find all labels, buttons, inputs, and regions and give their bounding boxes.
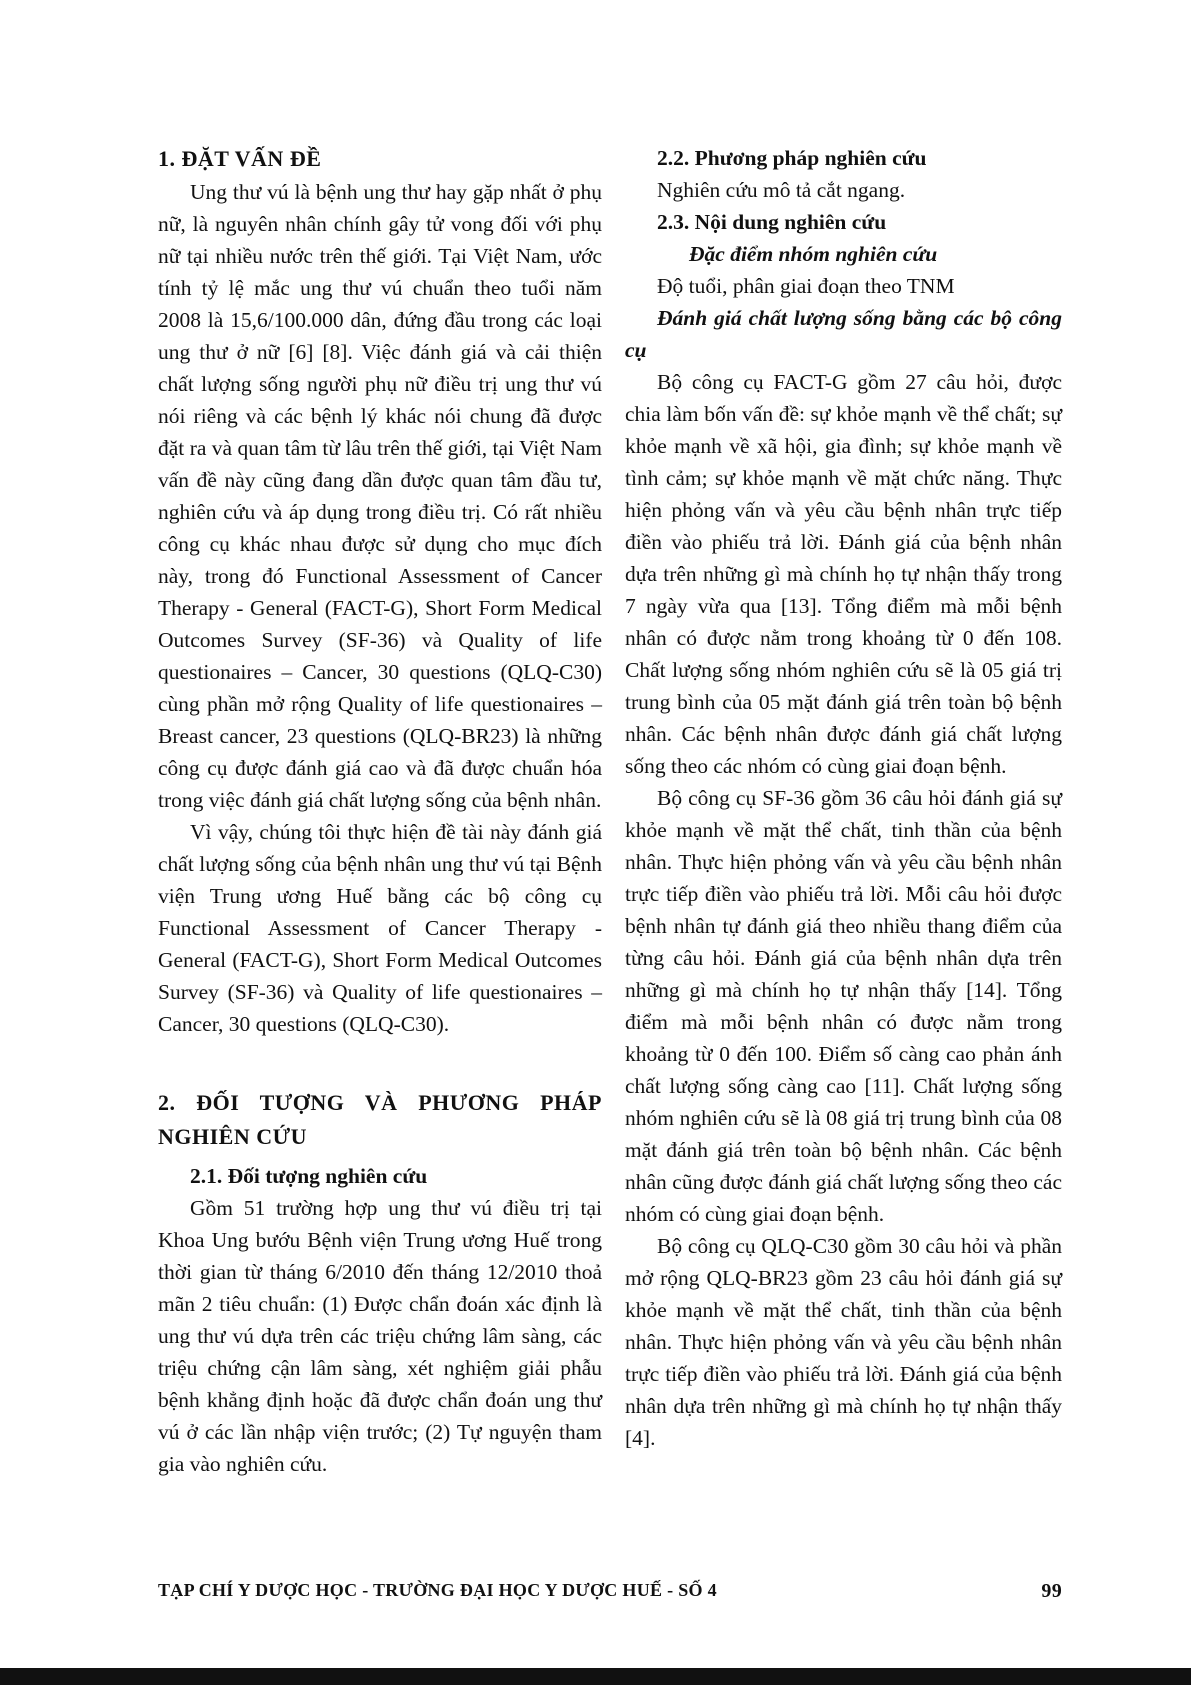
section-1-paragraph-1: Ung thư vú là bệnh ung thư hay gặp nhất ở phụ nữ, là nguyên nhân chính gây tử vong đối với phụ nữ tại nhiều nước trên thế giới. Tại Việt Nam, ước tính tỷ lệ mắc ung thư vú chuẩn theo tuổi năm 2008 là 15,6/100.000 dân, đứng đầu trong các loại ung thư ở nữ [6] [8]. Việc đánh giá và cải thiện chất lượng sống người phụ nữ điều trị ung thư vú nói riêng và các bệnh lý khác nói chung đã được đặt ra và quan tâm từ lâu trên thế giới, tại Việt Nam vấn đề này cũng đang dần được quan tâm đầu tư, nghiên cứu và áp dụng trong điều trị. Có rất nhiều công cụ khác nhau được sử dụng cho mục đích này, trong đó Functional Assessment of Cancer Therapy - General (FACT-G), Short Form Medical Outcomes Survey (SF-36) và Quality of life questionaires – Cancer, 30 questions (QLQ-C30) cùng phần mở rộng Quality of life questionaires – Breast cancer, 23 questions (QLQ-BR23) là những công cụ được đánh giá cao và đã được chuẩn hóa trong việc đánh giá chất lượng sống của bệnh nhân.	[158, 180, 602, 812]
section-2-3-heading: 2.3. Nội dung nghiên cứu	[657, 210, 887, 234]
left-column	[158, 142, 602, 1480]
subsection-quality-of-life-heading: Đánh giá chất lượng sống bằng các bộ công cụ	[625, 306, 1062, 362]
section-2-2-paragraph: Nghiên cứu mô tả cắt ngang.	[657, 178, 906, 202]
subsection-characteristics-paragraph: Độ tuổi, phân giai đoạn theo TNM	[657, 274, 955, 298]
sf-36-paragraph: Bộ công cụ SF-36 gồm 36 câu hỏi đánh giá sự khỏe mạnh về mặt thể chất, tinh thần của bệnh nhân. Thực hiện phỏng vấn và yêu cầu bệnh nhân trực tiếp điền vào phiếu trả lời. Mỗi câu hỏi được bệnh nhân tự đánh giá theo nhiều thang điểm của từng câu hỏi. Đánh giá của bệnh nhân dựa trên những gì mà chính họ tự nhận thấy [14]. Tổng điểm mà mỗi bệnh nhân có được nằm trong khoảng từ 0 đến 100. Điểm số càng cao phản ánh chất lượng sống càng cao [11]. Chất lượng sống nhóm nghiên cứu sẽ là 08 giá trị trung bình của 08 mặt đánh giá trên toàn bộ bệnh nhân. Các bệnh nhân cũng được đánh giá chất lượng sống theo các nhóm có cùng giai đoạn bệnh.	[625, 786, 1062, 1226]
fact-g-paragraph: Bộ công cụ FACT-G gồm 27 câu hỏi, được chia làm bốn vấn đề: sự khỏe mạnh về thể chất; sự khỏe mạnh về xã hội, gia đình; sự khỏe mạnh về tình cảm; sự khỏe mạnh về mặt chức năng. Thực hiện phỏng vấn và yêu cầu bệnh nhân trực tiếp điền vào phiếu trả lời. Đánh giá của bệnh nhân dựa trên những gì mà chính họ tự nhận thấy trong 7 ngày vừa qua [13]. Tổng điểm mà mỗi bệnh nhân có được nằm trong khoảng từ 0 đến 108. Chất lượng sống nhóm nghiên cứu sẽ là 05 giá trị trung bình của 05 mặt đánh giá trên toàn bộ bệnh nhân. Các bệnh nhân được đánh giá chất lượng sống theo các nhóm có cùng giai đoạn bệnh.	[625, 370, 1062, 778]
section-2-1-paragraph: Gồm 51 trường hợp ung thư vú điều trị tại Khoa Ung bướu Bệnh viện Trung ương Huế trong thời gian từ tháng 6/2010 đến tháng 12/2010 thoả mãn 2 tiêu chuẩn: (1) Được chẩn đoán xác định là ung thư vú dựa trên các triệu chứng lâm sàng, các triệu chứng cận lâm sàng, xét nghiệm giải phẫu bệnh khẳng định hoặc đã được chẩn đoán ung thư vú ở các lần nhập viện trước; (2) Tự nguyện tham gia vào nghiên cứu.	[158, 1196, 602, 1476]
section-2-1-heading: 2.1. Đối tượng nghiên cứu	[190, 1164, 428, 1188]
page-number: 99	[1041, 1580, 1062, 1602]
qlq-c30-paragraph: Bộ công cụ QLQ-C30 gồm 30 câu hỏi và phần mở rộng QLQ-BR23 gồm 23 câu hỏi đánh giá sự khỏe mạnh về mặt thể chất, tinh thần của bệnh nhân. Thực hiện phỏng vấn và yêu cầu bệnh nhân trực tiếp điền vào phiếu trả lời. Đánh giá của bệnh nhân dựa trên những gì mà chính họ tự nhận thấy [4].	[625, 1234, 1062, 1450]
bottom-scan-border	[0, 1668, 1191, 1685]
section-2-heading: 2. ĐỐI TƯỢNG VÀ PHƯƠNG PHÁP NGHIÊN CỨU	[158, 1090, 602, 1149]
right-column	[625, 142, 1062, 1454]
subsection-characteristics-heading: Đặc điểm nhóm nghiên cứu	[689, 242, 938, 266]
section-1-heading: 1. ĐẶT VẤN ĐỀ	[158, 146, 322, 171]
section-2-2-heading: 2.2. Phương pháp nghiên cứu	[657, 146, 927, 170]
section-1-paragraph-2: Vì vậy, chúng tôi thực hiện đề tài này đánh giá chất lượng sống của bệnh nhân ung thư vú tại Bệnh viện Trung ương Huế bằng các bộ công cụ Functional Assessment of Cancer Therapy - General (FACT-G), Short Form Medical Outcomes Survey (SF-36) và Quality of life questionaires – Cancer, 30 questions (QLQ-C30).	[158, 820, 602, 1036]
journal-name: TẠP CHÍ Y DƯỢC HỌC - TRƯỜNG ĐẠI HỌC Y DƯỢC HUẾ - SỐ 4	[158, 1580, 717, 1600]
